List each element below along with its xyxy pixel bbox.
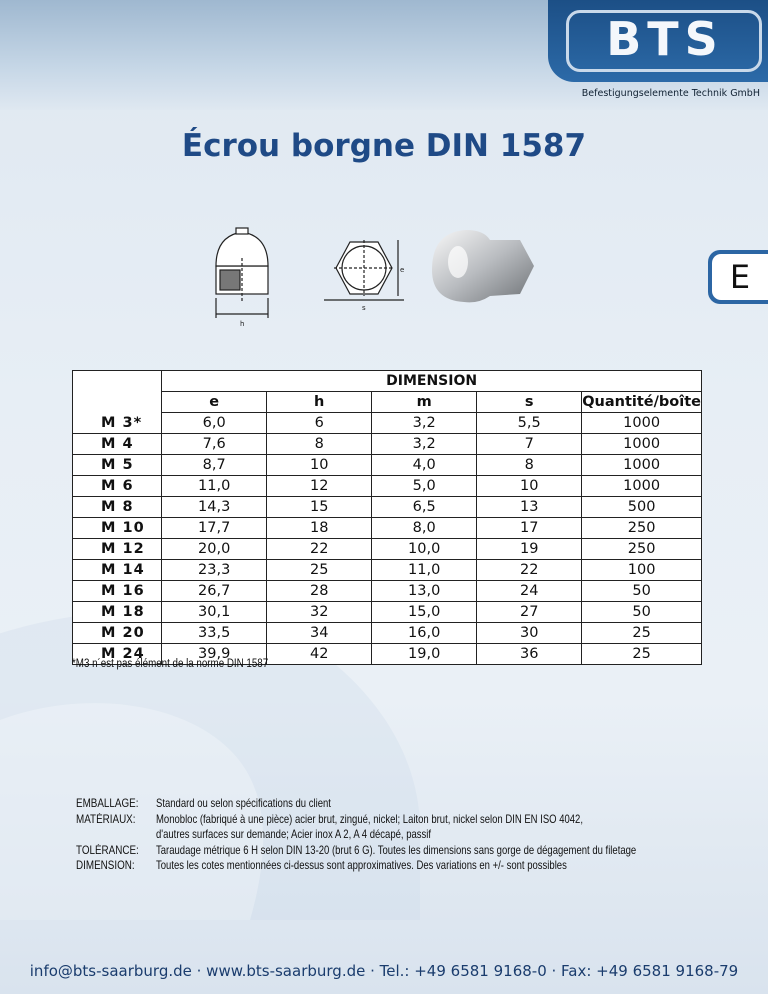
cell-s: 22: [477, 560, 582, 581]
cell-e: 23,3: [162, 560, 267, 581]
cell-qty: 25: [582, 644, 702, 665]
cell-s: 19: [477, 539, 582, 560]
cell-size: M 20: [73, 623, 162, 644]
cell-m: 13,0: [372, 581, 477, 602]
cell-e: 8,7: [162, 455, 267, 476]
cell-qty: 25: [582, 623, 702, 644]
cell-h: 22: [267, 539, 372, 560]
cell-qty: 250: [582, 539, 702, 560]
cell-qty: 50: [582, 602, 702, 623]
materiaux-text-2: d'autres surfaces sur demande; Acier inox A 2, A 4 décapé, passif: [156, 828, 432, 842]
cell-e: 26,7: [162, 581, 267, 602]
cell-s: 27: [477, 602, 582, 623]
cell-m: 5,0: [372, 476, 477, 497]
cell-qty: 50: [582, 581, 702, 602]
cell-m: 16,0: [372, 623, 477, 644]
cell-s: 30: [477, 623, 582, 644]
cell-h: 12: [267, 476, 372, 497]
cell-qty: 500: [582, 497, 702, 518]
cell-m: 15,0: [372, 602, 477, 623]
cell-size: M 3*: [73, 413, 162, 434]
cell-h: 15: [267, 497, 372, 518]
cell-s: 36: [477, 644, 582, 665]
cell-e: 20,0: [162, 539, 267, 560]
cell-e: 17,7: [162, 518, 267, 539]
size-header: [73, 392, 162, 413]
cell-s: 7: [477, 434, 582, 455]
cell-h: 32: [267, 602, 372, 623]
side-view-drawing: [216, 228, 268, 328]
tolerance-text: Taraudage métrique 6 H selon DIN 13-20 (brut 6 G). Toutes les dimensions sans gorge de dégagement du filetage: [156, 843, 637, 857]
table-row: [73, 581, 702, 602]
size-header-blank: [73, 371, 162, 392]
emballage-label: EMBALLAGE:: [76, 797, 139, 810]
product-drawings: [200, 218, 540, 328]
cell-h: 8: [267, 434, 372, 455]
cell-e: 33,5: [162, 623, 267, 644]
cell-s: 13: [477, 497, 582, 518]
col-header-e: e: [162, 392, 267, 413]
cap-nut-photo: [432, 230, 534, 302]
bts-logo: BTS: [606, 12, 724, 66]
cell-s: 8: [477, 455, 582, 476]
cell-size: M 12: [73, 539, 162, 560]
cell-h: 18: [267, 518, 372, 539]
cell-m: 19,0: [372, 644, 477, 665]
col-header-h: h: [267, 392, 372, 413]
cell-size: M 18: [73, 602, 162, 623]
cell-size: M 14: [73, 560, 162, 581]
cell-h: 28: [267, 581, 372, 602]
cell-e: 11,0: [162, 476, 267, 497]
cell-h: 10: [267, 455, 372, 476]
table-row: [73, 455, 702, 476]
tolerance-label: TOLÉRANCE:: [76, 843, 139, 857]
table-row: [73, 560, 702, 581]
table-row: [73, 623, 702, 644]
table-row: [73, 539, 702, 560]
cell-h: 25: [267, 560, 372, 581]
cell-qty: 100: [582, 560, 702, 581]
cell-e: 30,1: [162, 602, 267, 623]
cell-e: 7,6: [162, 434, 267, 455]
dimension-label: DIMENSION:: [76, 859, 135, 873]
cell-qty: 1000: [582, 476, 702, 497]
dimension-text: Toutes les cotes mentionnées ci-dessus sont approximatives. Des variations en +/- sont possibles: [156, 859, 567, 873]
col-header-qty: Quantité/boîte: [582, 392, 702, 413]
table-row: [73, 497, 702, 518]
col-header-m: m: [372, 392, 477, 413]
cell-m: 8,0: [372, 518, 477, 539]
col-header-s: s: [477, 392, 582, 413]
emballage-text: Standard ou selon spécifications du client: [156, 797, 331, 810]
dim-label-e: e: [400, 266, 405, 274]
contact-footer: info@bts-saarburg.de · www.bts-saarburg.de · Tel.: +49 6581 9168-0 · Fax: +49 6581 9168-79: [29, 962, 739, 980]
cell-m: 11,0: [372, 560, 477, 581]
cell-size: M 10: [73, 518, 162, 539]
cell-m: 6,5: [372, 497, 477, 518]
materiaux-label: MATÉRIAUX:: [76, 812, 136, 826]
cell-s: 24: [477, 581, 582, 602]
cell-size: M 6: [73, 476, 162, 497]
materiaux-text-1: Monobloc (fabriqué à une pièce) acier brut, zingué, nickel; Laiton brut, nickel selon DIN EN ISO 4042,: [156, 812, 583, 826]
dim-label-s: s: [362, 304, 366, 312]
dimension-group-header: DIMENSION: [162, 371, 702, 392]
table-row: [73, 476, 702, 497]
cell-size: M 16: [73, 581, 162, 602]
cell-s: 5,5: [477, 413, 582, 434]
top-view-drawing: [324, 240, 404, 312]
cell-m: 10,0: [372, 539, 477, 560]
cell-m: 3,2: [372, 413, 477, 434]
cell-qty: 1000: [582, 434, 702, 455]
table-row: [73, 434, 702, 455]
cell-s: 17: [477, 518, 582, 539]
cell-e: 14,3: [162, 497, 267, 518]
cell-m: 3,2: [372, 434, 477, 455]
section-tab-letter: E: [712, 254, 768, 300]
cell-size: M 8: [73, 497, 162, 518]
cell-h: 34: [267, 623, 372, 644]
table-row: [73, 413, 702, 434]
cell-s: 10: [477, 476, 582, 497]
cell-size: M 24: [73, 644, 162, 665]
cell-h: 42: [267, 644, 372, 665]
cell-size: M 5: [73, 455, 162, 476]
cell-e: 39,9: [162, 644, 267, 665]
footnote: *M3 n´est pas élément de la norme DIN 1587: [72, 658, 269, 670]
page-title: Écrou borgne DIN 1587: [181, 128, 587, 164]
cell-m: 4,0: [372, 455, 477, 476]
cell-qty: 1000: [582, 455, 702, 476]
dim-label-h: h: [240, 320, 245, 328]
cell-e: 6,0: [162, 413, 267, 434]
company-tagline: Befestigungselemente Technik GmbH: [581, 88, 760, 99]
cell-qty: 1000: [582, 413, 702, 434]
dimension-table: [72, 370, 702, 665]
cell-h: 6: [267, 413, 372, 434]
cell-qty: 250: [582, 518, 702, 539]
table-row: [73, 518, 702, 539]
table-row: [73, 602, 702, 623]
cell-size: M 4: [73, 434, 162, 455]
